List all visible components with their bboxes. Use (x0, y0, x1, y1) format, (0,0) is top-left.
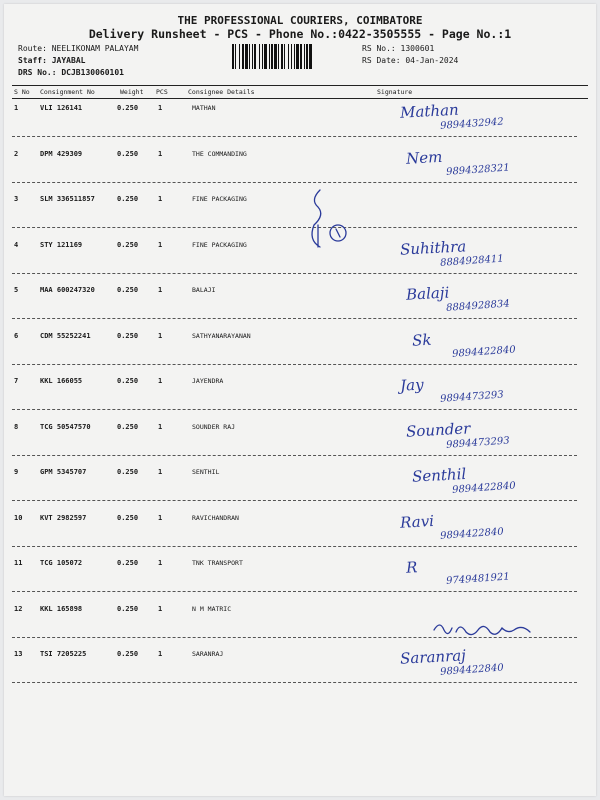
pcs-cell: 1 (158, 150, 163, 158)
sno-cell: 8 (14, 423, 19, 431)
row-separator (12, 409, 577, 410)
signature-name: Ravi (399, 511, 435, 532)
signature (400, 646, 580, 680)
col-header-consignment: Consignment No (40, 88, 95, 96)
consignment-cell: GPM 5345707 (40, 468, 87, 476)
sno-cell: 2 (14, 150, 19, 158)
drs-value: DCJB130060101 (61, 68, 124, 77)
signature (406, 419, 586, 453)
rs-date-value: 04-Jan-2024 (405, 56, 459, 65)
signature (400, 237, 580, 271)
signature-name: Balaji (405, 283, 450, 304)
consignee-cell: FINE PACKAGING (192, 241, 247, 249)
consignee-cell: SATHYANARAYANAN (192, 332, 251, 340)
row-separator (12, 318, 577, 319)
consignee-cell: TNK TRANSPORT (192, 559, 243, 567)
col-header-weight: Weight (120, 88, 144, 96)
signature-name: Jay (399, 375, 424, 395)
pcs-cell: 1 (158, 286, 163, 294)
drs-line (18, 67, 124, 78)
sno-cell: 12 (14, 605, 23, 613)
signature-squiggle (430, 612, 560, 642)
consignment-cell: TSI 7205225 (40, 650, 87, 658)
consignee-cell: RAVICHANDRAN (192, 514, 239, 522)
signature (406, 282, 586, 316)
weight-cell: 0.250 (117, 241, 139, 249)
weight-cell: 0.250 (117, 195, 139, 203)
weight-cell: 0.250 (117, 377, 139, 385)
pcs-cell: 1 (158, 104, 163, 112)
consignee-cell: FINE PACKAGING (192, 195, 247, 203)
row-separator (12, 364, 577, 365)
weight-cell: 0.250 (117, 468, 139, 476)
weight-cell: 0.250 (117, 150, 139, 158)
weight-cell: 0.250 (117, 423, 139, 431)
consignee-cell: SOUNDER RAJ (192, 423, 236, 431)
signature (406, 555, 586, 589)
row-separator (12, 136, 577, 137)
weight-cell: 0.250 (117, 332, 139, 340)
signature-phone: 9894432942 (439, 116, 505, 132)
signature-phone: 9894422840 (439, 526, 505, 542)
consignee-cell: THE COMMANDING (192, 150, 247, 158)
row-separator (12, 227, 577, 228)
signature-phone: 8884928834 (445, 298, 511, 314)
signature-name: R (405, 558, 418, 577)
row-separator (12, 182, 577, 183)
consignment-cell: CDM 55252241 (40, 332, 91, 340)
route-label: Route: (18, 44, 47, 53)
signature (412, 464, 592, 498)
pcs-cell: 1 (158, 377, 163, 385)
pcs-cell: 1 (158, 241, 163, 249)
col-header-sno: S No (14, 88, 30, 96)
signature (400, 510, 580, 544)
weight-cell: 0.250 (117, 559, 139, 567)
rs-no-label: RS No.: (362, 44, 396, 53)
row-separator (12, 546, 577, 547)
consignment-cell: MAA 600247320 (40, 286, 95, 294)
pcs-cell: 1 (158, 195, 163, 203)
sno-cell: 10 (14, 514, 23, 522)
signature-phone: 9894422840 (451, 480, 517, 496)
rs-date-label: RS Date: (362, 56, 401, 65)
pcs-cell: 1 (158, 559, 163, 567)
pcs-cell: 1 (158, 650, 163, 658)
pcs-cell: 1 (158, 605, 163, 613)
row-separator (12, 682, 577, 683)
row-separator (12, 591, 577, 592)
staff-label: Staff: (18, 56, 47, 65)
barcode (232, 44, 354, 69)
scribble-mark (300, 185, 360, 265)
pcs-cell: 1 (158, 468, 163, 476)
signature-name: Suhithra (399, 237, 467, 259)
sno-cell: 9 (14, 468, 19, 476)
col-header-consignee: Consignee Details (188, 88, 255, 96)
consignment-cell: STY 121169 (40, 241, 83, 249)
signature-name: Nem (405, 147, 443, 168)
signature (400, 373, 580, 407)
weight-cell: 0.250 (117, 514, 139, 522)
signature-name: Mathan (399, 100, 460, 122)
signature-phone: 9894328321 (445, 162, 511, 178)
consignment-cell: VLI 126141 (40, 104, 83, 112)
route-line (18, 43, 138, 54)
staff-line (18, 55, 85, 66)
signature-name: Sk (411, 330, 432, 350)
consignee-cell: MATHAN (192, 104, 216, 112)
pcs-cell: 1 (158, 423, 163, 431)
consignee-cell: N M MATRIC (192, 605, 232, 613)
company-title: THE PROFESSIONAL COURIERS, COIMBATORE (177, 14, 423, 27)
consignment-cell: KKL 166055 (40, 377, 83, 385)
consignee-cell: JAYENDRA (192, 377, 224, 385)
header-rule-top (12, 85, 588, 86)
consignee-cell: SENTHIL (192, 468, 220, 476)
col-header-pcs: PCS (156, 88, 168, 96)
rs-date-line (362, 55, 458, 66)
consignment-cell: TCG 50547570 (40, 423, 91, 431)
rs-no-value: 1300601 (400, 44, 435, 53)
sno-cell: 13 (14, 650, 23, 658)
col-header-signature: Signature (377, 88, 413, 96)
signature (400, 100, 580, 134)
rs-no-line (362, 43, 434, 54)
consignment-cell: KVT 2982597 (40, 514, 87, 522)
route-value: NEELIKONAM PALAYAM (51, 44, 139, 53)
signature-phone: 9894473293 (439, 389, 505, 405)
consignment-cell: TCG 105072 (40, 559, 83, 567)
sno-cell: 5 (14, 286, 19, 294)
row-separator (12, 273, 577, 274)
consignment-cell: DPM 429309 (40, 150, 83, 158)
signature-phone: 9894422840 (451, 344, 517, 360)
signature-name: Saranraj (399, 646, 467, 668)
signature-name: Sounder (405, 419, 471, 441)
signature-phone: 9894422840 (439, 662, 505, 678)
sno-cell: 4 (14, 241, 19, 249)
pcs-cell: 1 (158, 332, 163, 340)
signature-phone: 8884928411 (439, 253, 505, 269)
row-separator (12, 455, 577, 456)
sno-cell: 11 (14, 559, 23, 567)
staff-value: JAYABAL (51, 56, 86, 65)
weight-cell: 0.250 (117, 605, 139, 613)
signature (412, 328, 592, 362)
signature-phone: 9749481921 (445, 571, 511, 587)
consignment-cell: SLM 336511857 (40, 195, 95, 203)
signature-phone: 9894473293 (445, 435, 511, 451)
sno-cell: 1 (14, 104, 19, 112)
drs-label: DRS No.: (18, 68, 57, 77)
weight-cell: 0.250 (117, 104, 139, 112)
sno-cell: 7 (14, 377, 19, 385)
row-separator (12, 500, 577, 501)
pcs-cell: 1 (158, 514, 163, 522)
sno-cell: 6 (14, 332, 19, 340)
consignee-cell: BALAJI (192, 286, 216, 294)
weight-cell: 0.250 (117, 650, 139, 658)
signature-name: Senthil (411, 464, 467, 486)
weight-cell: 0.250 (117, 286, 139, 294)
consignment-cell: KKL 165898 (40, 605, 83, 613)
consignee-cell: SARANRAJ (192, 650, 224, 658)
runsheet-subtitle: Delivery Runsheet - PCS - Phone No.:0422-3505555 - Page No.:1 (88, 27, 512, 41)
signature (406, 146, 586, 180)
sno-cell: 3 (14, 195, 19, 203)
